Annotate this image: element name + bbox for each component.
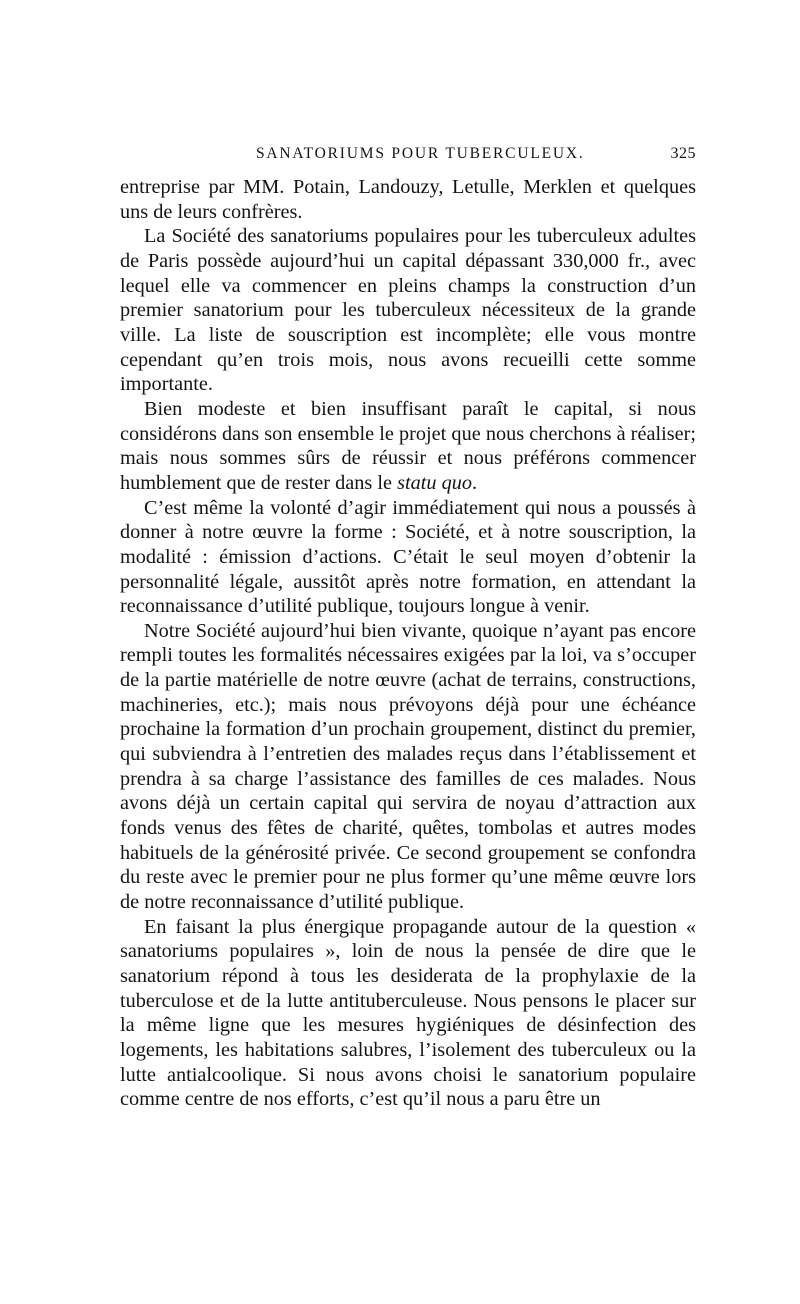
paragraph-society-living: Notre Société aujourd’hui bien vivante, quoique n’ayant pas encore rempli toutes les formalités nécessaires exigées par la loi, va s’occuper de la partie matérielle de notre œuvre (achat de terrains, constructions, machineries, etc.); mais nous prévoyons déjà pour une échéance prochaine la formation d’un prochain groupement, distinct du premier, qui subviendra à l’entretien des malades reçus dans l’établissement et prendra à sa charge l’assistance des familles de ces malades. Nous avons déjà un certain capital qui servira de noyau d’attraction aux fonds venus des fêtes de charité, quêtes, tombolas et autres modes habituels de la générosité privée. Ce second groupement se confondra du reste avec le premier pour ne plus former qu’une même œuvre lors de notre reconnaissance d’utilité publique. [120, 619, 696, 914]
paragraph-text-end: . [472, 471, 478, 494]
italic-phrase: statu quo [397, 471, 473, 494]
running-title: SANATORIUMS POUR TUBERCULEUX. [256, 145, 585, 162]
paragraph-text: Bien modeste et bien insuffisant paraît le capital, si nous considérons dans son ensemble le projet que nous cherchons à réaliser; mais nous sommes sûrs de réussir et nous préférons commencer humblement que de rester dans le [120, 397, 696, 494]
book-page [120, 143, 696, 1112]
page-number: 325 [670, 145, 696, 162]
body-text [120, 175, 696, 1112]
paragraph-will-to-act: C’est même la volonté d’agir immédiatement qui nous a poussés à donner à notre œuvre la forme : Société, et à notre souscription, la modalité : émission d’actions. C’était le seul moyen d’obtenir la personnalité légale, aussitôt après notre formation, en attendant la reconnaissance d’utilité publique, toujours longue à venir. [120, 496, 696, 618]
paragraph-continuation: entreprise par MM. Potain, Landouzy, Letulle, Merklen et quelques uns de leurs confrères. [120, 176, 696, 223]
running-header [120, 143, 696, 169]
paragraph-propaganda: En faisant la plus énergique propagande autour de la question « sanatoriums populaires », loin de nous la pensée de dire que le sanatorium répond à tous les desiderata de la prophylaxie de la tuberculose et de la lutte antituberculeuse. Nous pensons le placer sur la même ligne que les mesures hygiéniques de désinfection des logements, les habitations salubres, l’isolement des tuberculeux ou la lutte antialcoolique. Si nous avons choisi le sanatorium populaire comme centre de nos efforts, c’est qu’il nous a paru être un [120, 915, 696, 1111]
paragraph-modest-capital [120, 397, 696, 496]
paragraph-capital: La Société des sanatoriums populaires pour les tuberculeux adultes de Paris possède aujourd’hui un capital dépassant 330,000 fr., avec lequel elle va commencer en pleins champs la construction d’un premier sanatorium pour les tuberculeux nécessiteux de la grande ville. La liste de souscription est incomplète; elle vous montre cependant qu’en trois mois, nous avons recueilli cette somme importante. [120, 225, 696, 396]
